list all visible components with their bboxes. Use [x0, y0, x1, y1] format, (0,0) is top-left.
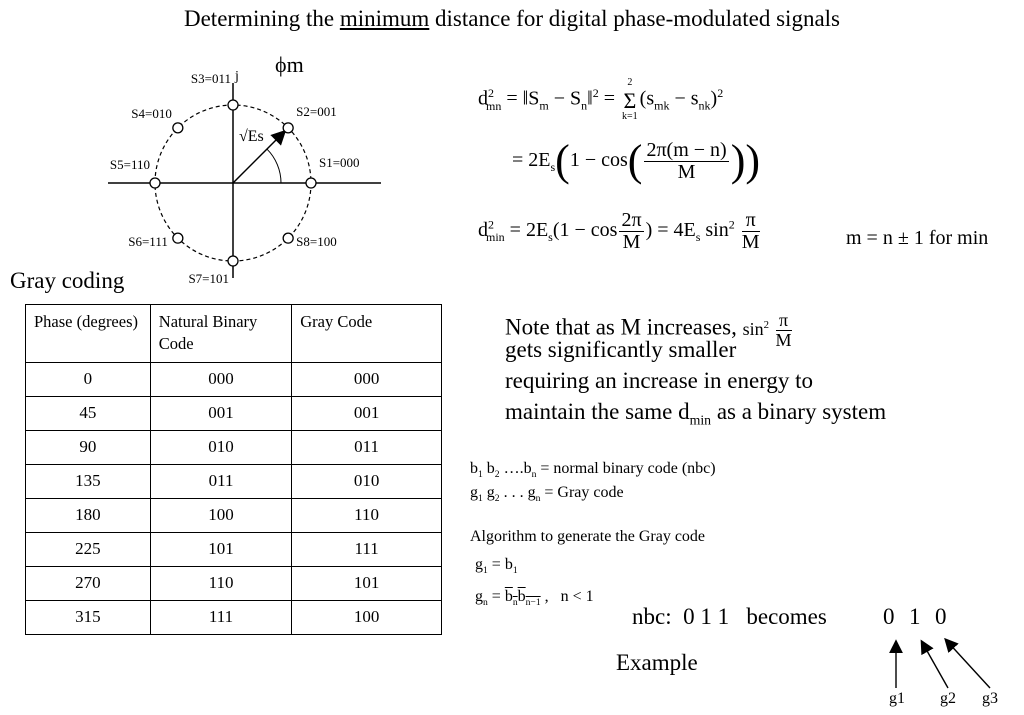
- note-text: [505, 311, 886, 430]
- signal-point: [173, 233, 183, 243]
- nbc-definition: $b_1$ $b_2$ $\dots.b_n$ = normal binary code (nbc): [470, 460, 716, 481]
- note-line-3: requiring an increase in energy to: [505, 367, 814, 393]
- phase-cell: 225: [26, 532, 151, 566]
- natural-binary-cell: 011: [150, 464, 291, 498]
- table-row: [26, 532, 442, 566]
- header-gray-code: Gray Code: [292, 305, 442, 363]
- phi-label: ϕm: [275, 52, 304, 77]
- arrow-g2: [922, 642, 948, 688]
- table-row: [26, 362, 442, 396]
- algorithm-rule-1: $g_1 = b_1$: [475, 556, 518, 577]
- phase-arc: [267, 149, 281, 183]
- phase-cell: 180: [26, 498, 151, 532]
- title-emphasis: minimum: [339, 6, 430, 31]
- signal-label: S8=100: [296, 234, 337, 250]
- signal-label: S4=010: [131, 105, 172, 121]
- es-label: √Es: [239, 128, 264, 145]
- distance-equation-2: = $2E_s(1 - \cos$( $\frac{2\pi(m - n)}{M}$ )): [512, 136, 761, 186]
- gray-bit-3: 0: [935, 604, 947, 629]
- natural-binary-cell: 100: [150, 498, 291, 532]
- algorithm-rule-2: $g_n = b_nb_{n-1}$ , n < 1: [475, 588, 594, 609]
- signal-label: S5=110: [109, 157, 150, 172]
- signal-label: S7=101: [188, 271, 229, 286]
- table-row: [26, 600, 442, 634]
- note-line-4: maintain the same $d_{min}$ as a binary system: [505, 398, 887, 428]
- signal-point: [283, 233, 293, 243]
- table-row: [26, 464, 442, 498]
- signal-point: [283, 123, 293, 133]
- note-line-1: Note that as M increases, $\sin^2$ $\frac{\pi}{M}$: [505, 310, 792, 350]
- gray-code-cell: 110: [292, 498, 442, 532]
- distance-equation: $d^2_{mn}$ = $‖S_m$ − $S_n‖^2$ = 2 Σ k=1 $(s_{mk} - s_{nk})^2$: [478, 77, 724, 122]
- gray-code-cell: 010: [292, 464, 442, 498]
- m-rule: m = n ± 1 for min: [846, 227, 989, 249]
- phase-cell: 0: [26, 362, 151, 396]
- natural-binary-cell: 111: [150, 600, 291, 634]
- phase-cell: 270: [26, 566, 151, 600]
- signal-label: S1=000: [319, 155, 360, 170]
- table-row: [26, 396, 442, 430]
- signal-point: [306, 178, 316, 188]
- example-line: nbc: 0 1 1 becomes: [632, 604, 827, 629]
- table-row: [26, 566, 442, 600]
- table-row: [26, 498, 442, 532]
- signal-point: [150, 178, 160, 188]
- natural-binary-cell: 101: [150, 532, 291, 566]
- algorithm-title: Algorithm to generate the Gray code: [470, 528, 706, 545]
- page-title: Determining the minimum distance for digital phase-modulated signals: [183, 6, 840, 31]
- gray-coding-title: Gray coding: [10, 268, 125, 293]
- phase-cell: 315: [26, 600, 151, 634]
- gray-code-cell: 100: [292, 600, 442, 634]
- natural-binary-cell: 001: [150, 396, 291, 430]
- gray-code-cell: 101: [292, 566, 442, 600]
- signal-point: [228, 100, 238, 110]
- natural-binary-cell: 000: [150, 362, 291, 396]
- table-body: [26, 362, 442, 634]
- signal-label: S3=011: [190, 71, 231, 86]
- gray-code-cell: 111: [292, 532, 442, 566]
- constellation-diagram: [95, 48, 395, 286]
- phase-cell: 45: [26, 396, 151, 430]
- signal-point: [173, 123, 183, 133]
- gray-code-table: [25, 304, 442, 635]
- header-natural-binary: Natural Binary Code: [150, 305, 291, 363]
- g3-label: g3: [982, 690, 998, 707]
- min-distance-equation: $d^2_{min} = 2E_s(1 - \cos$ $\frac{2\pi}{M}$ ) = $4E_s$ $\sin^2$ $\frac{\pi}{M}$: [478, 209, 760, 253]
- arrow-g3: [946, 640, 990, 688]
- natural-binary-cell: 110: [150, 566, 291, 600]
- gray-code-cell: 001: [292, 396, 442, 430]
- constellation-group: [108, 52, 381, 286]
- gray-bit-2: 1: [909, 604, 921, 629]
- gray-code-cell: 011: [292, 430, 442, 464]
- note-line-2: gets significantly smaller: [505, 336, 737, 362]
- natural-binary-cell: 010: [150, 430, 291, 464]
- g2-label: g2: [940, 690, 956, 707]
- signal-label: S6=111: [128, 234, 168, 250]
- table-row: [26, 430, 442, 464]
- phase-cell: 135: [26, 464, 151, 498]
- j-label: j: [235, 69, 239, 84]
- phase-cell: 90: [26, 430, 151, 464]
- g1-label: g1: [889, 690, 905, 707]
- signal-label: S2=001: [296, 103, 337, 119]
- gray-code-cell: 000: [292, 362, 442, 396]
- example-caption: Example: [616, 650, 698, 675]
- table-header-row: [26, 305, 442, 363]
- signal-point: [228, 256, 238, 266]
- gray-bit-1: 0: [883, 604, 895, 629]
- header-phase: Phase (degrees): [26, 305, 151, 363]
- gray-definition: $g_1$ $g_2$ . . . $g_n$ = Gray code: [470, 484, 624, 505]
